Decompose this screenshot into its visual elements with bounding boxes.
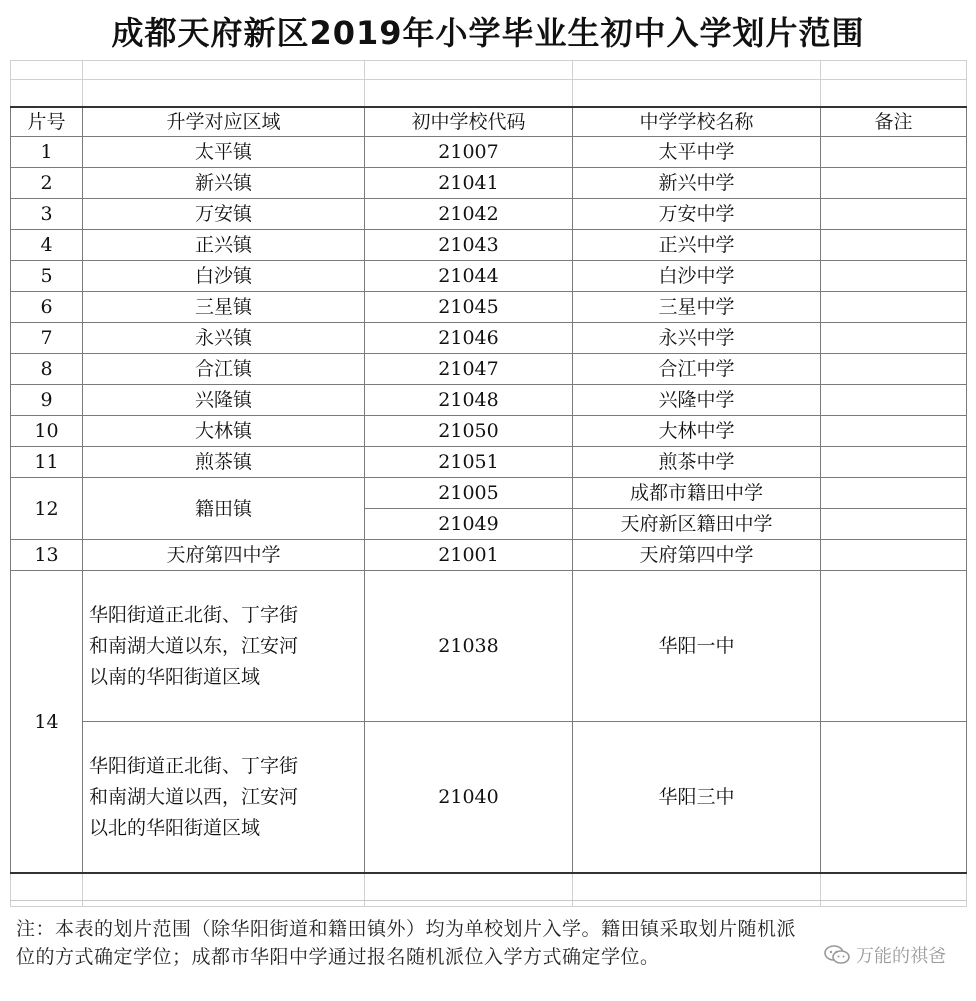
cell-school: 煎茶中学	[573, 447, 821, 478]
cell-note	[821, 571, 967, 722]
cell-code: 21048	[365, 385, 573, 416]
cell-area: 永兴镇	[83, 323, 365, 354]
cell-school: 兴隆中学	[573, 385, 821, 416]
cell-note	[821, 199, 967, 230]
header-cell-no: 片号	[11, 107, 83, 137]
cell-note	[821, 168, 967, 199]
watermark-text: 万能的祺爸	[856, 946, 946, 967]
cell-code: 21007	[365, 137, 573, 168]
table-row	[11, 540, 967, 571]
cell-no: 11	[11, 447, 83, 478]
cell-area-multiline	[83, 571, 365, 722]
table-row	[11, 292, 967, 323]
table-row	[11, 478, 967, 509]
allocation-table	[10, 60, 967, 907]
footnote-line: 注：本表的划片范围（除华阳街道和籍田镇外）均为单校划片入学。籍田镇采取划片随机派	[16, 918, 797, 940]
cell-area: 万安镇	[83, 199, 365, 230]
cell-code: 21043	[365, 230, 573, 261]
cell-note	[821, 354, 967, 385]
area-line: 和南湖大道以东，江安河	[89, 634, 299, 657]
cell-area: 兴隆镇	[83, 385, 365, 416]
cell-school: 天府新区籍田中学	[573, 509, 821, 540]
area-line: 华阳街道正北街、丁字街	[89, 603, 299, 626]
cell-code: 21044	[365, 261, 573, 292]
cell-no: 9	[11, 385, 83, 416]
cell-no: 5	[11, 261, 83, 292]
cell-note	[821, 540, 967, 571]
table-row	[11, 199, 967, 230]
blank-row	[11, 80, 967, 108]
table-row	[11, 571, 967, 722]
cell-code: 21041	[365, 168, 573, 199]
cell-code: 21042	[365, 199, 573, 230]
cell-code: 21040	[365, 722, 573, 874]
cell-area: 合江镇	[83, 354, 365, 385]
cell-code: 21005	[365, 478, 573, 509]
cell-school: 华阳三中	[573, 722, 821, 874]
cell-area: 天府第四中学	[83, 540, 365, 571]
cell-school: 新兴中学	[573, 168, 821, 199]
watermark	[824, 942, 946, 968]
cell-area: 白沙镇	[83, 261, 365, 292]
footnote-line: 位的方式确定学位；成都市华阳中学通过报名随机派位入学方式确定学位。	[16, 946, 660, 968]
page-title: 成都天府新区2019年小学毕业生初中入学划片范围	[111, 14, 865, 52]
cell-code: 21051	[365, 447, 573, 478]
area-line: 和南湖大道以西，江安河	[89, 785, 299, 808]
cell-area: 正兴镇	[83, 230, 365, 261]
cell-area: 煎茶镇	[83, 447, 365, 478]
cell-school: 万安中学	[573, 199, 821, 230]
cell-area: 三星镇	[83, 292, 365, 323]
cell-school: 太平中学	[573, 137, 821, 168]
table-row	[11, 137, 967, 168]
cell-no: 12	[11, 478, 83, 540]
cell-code: 21046	[365, 323, 573, 354]
cell-no: 1	[11, 137, 83, 168]
cell-area: 新兴镇	[83, 168, 365, 199]
wechat-icon	[824, 945, 850, 965]
cell-no: 8	[11, 354, 83, 385]
cell-note	[821, 292, 967, 323]
cell-no: 4	[11, 230, 83, 261]
cell-area-multiline	[83, 722, 365, 874]
header-cell-school: 中学学校名称	[573, 107, 821, 137]
cell-note	[821, 447, 967, 478]
cell-area: 籍田镇	[83, 478, 365, 540]
cell-area: 太平镇	[83, 137, 365, 168]
table-row	[11, 354, 967, 385]
cell-note	[821, 509, 967, 540]
cell-note	[821, 478, 967, 509]
cell-code: 21047	[365, 354, 573, 385]
cell-school: 天府第四中学	[573, 540, 821, 571]
cell-no: 6	[11, 292, 83, 323]
cell-school: 三星中学	[573, 292, 821, 323]
cell-school: 华阳一中	[573, 571, 821, 722]
cell-school: 永兴中学	[573, 323, 821, 354]
blank-row	[11, 61, 967, 80]
cell-no: 13	[11, 540, 83, 571]
cell-no: 7	[11, 323, 83, 354]
cell-school: 白沙中学	[573, 261, 821, 292]
table-row	[11, 168, 967, 199]
cell-area: 大林镇	[83, 416, 365, 447]
cell-no: 2	[11, 168, 83, 199]
area-line: 华阳街道正北街、丁字街	[89, 754, 299, 777]
cell-code: 21001	[365, 540, 573, 571]
cell-school: 合江中学	[573, 354, 821, 385]
cell-school: 正兴中学	[573, 230, 821, 261]
cell-note	[821, 385, 967, 416]
table-row	[11, 416, 967, 447]
cell-note	[821, 230, 967, 261]
cell-note	[821, 323, 967, 354]
cell-code: 21038	[365, 571, 573, 722]
footnote-text	[16, 915, 956, 971]
table-row	[11, 722, 967, 874]
cell-no: 10	[11, 416, 83, 447]
table-row	[11, 261, 967, 292]
table-row	[11, 230, 967, 261]
table-row	[11, 385, 967, 416]
header-cell-area: 升学对应区域	[83, 107, 365, 137]
cell-note	[821, 722, 967, 874]
table-row	[11, 323, 967, 354]
cell-note	[821, 137, 967, 168]
cell-note	[821, 261, 967, 292]
cell-code: 21049	[365, 509, 573, 540]
cell-school: 大林中学	[573, 416, 821, 447]
area-line: 以北的华阳街道区域	[89, 816, 261, 839]
cell-code: 21050	[365, 416, 573, 447]
header-cell-code: 初中学校代码	[365, 107, 573, 137]
footnote	[10, 900, 966, 1001]
cell-school: 成都市籍田中学	[573, 478, 821, 509]
cell-no: 14	[11, 571, 83, 874]
header-cell-note: 备注	[821, 107, 967, 137]
table-row	[11, 447, 967, 478]
cell-code: 21045	[365, 292, 573, 323]
cell-no: 3	[11, 199, 83, 230]
header-row	[11, 107, 967, 137]
cell-note	[821, 416, 967, 447]
area-line: 以南的华阳街道区域	[89, 665, 261, 688]
